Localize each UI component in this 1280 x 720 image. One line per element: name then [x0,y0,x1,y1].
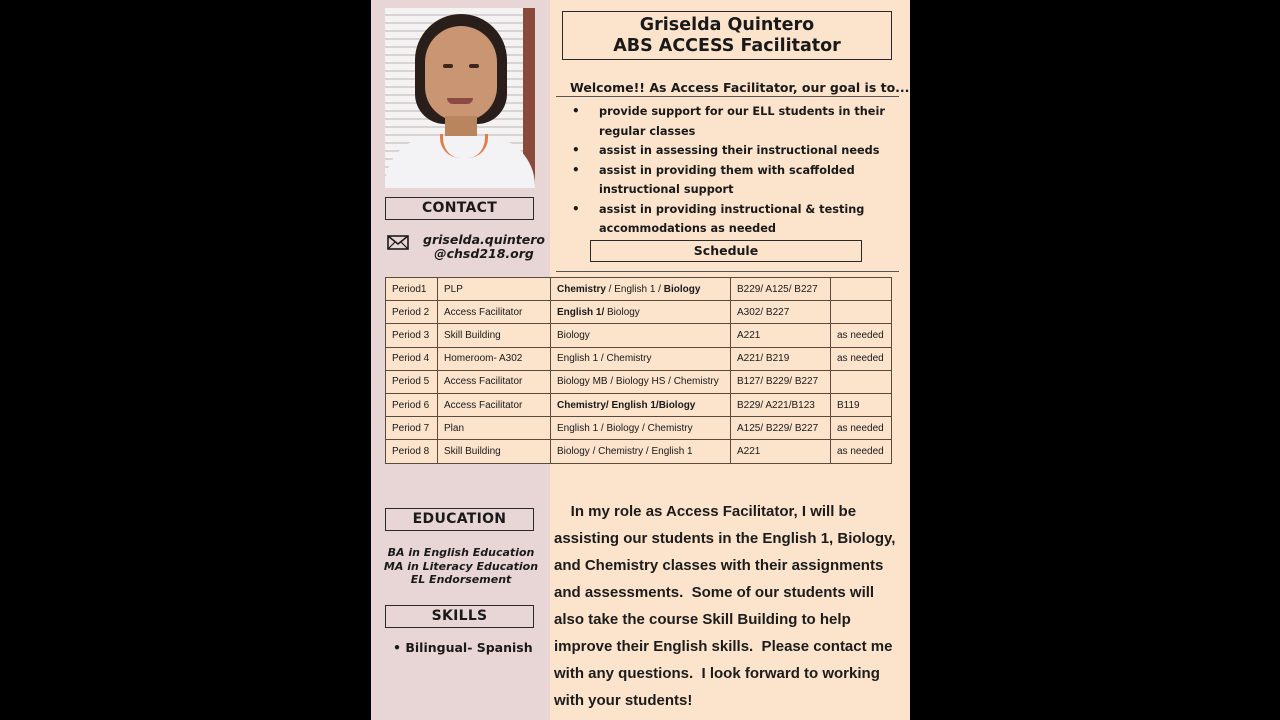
period-cell: Period1 [386,278,438,301]
note-cell [831,278,892,301]
rooms-cell: B127/ B229/ B227 [731,370,831,393]
goal-item: • assist in providing instructional & testing accommodations as needed [572,200,888,239]
note-cell: as needed [831,417,892,440]
person-role: ABS ACCESS Facilitator [613,36,841,56]
rooms-cell: A221/ B219 [731,347,831,370]
goals-list [572,102,888,239]
period-cell: Period 2 [386,301,438,324]
email-domain: @chsd218.org [434,246,534,261]
course-cell: Access Facilitator [438,301,551,324]
subject-text: English 1 / Biology / Chemistry [557,422,693,434]
period-cell: Period 4 [386,347,438,370]
subjects-cell [551,301,731,324]
course-cell: Skill Building [438,440,551,463]
education-list [381,546,541,587]
goal-item: • assist in assessing their instructional needs [572,141,888,161]
schedule-table [385,277,892,464]
description-paragraph: In my role as Access Facilitator, I will be assisting our students in the English 1, Biology, and Chemistry classes with their assignments and assessments. Some of our students will also take the course Skill Building to help improve their English skills. Please contact me with any questions. I look forward to working with your students! [554,503,896,709]
subjects-cell [551,278,731,301]
person-name: Griselda Quintero [639,15,815,35]
goal-item: • provide support for our ELL students in their regular classes [572,102,888,141]
rooms-cell: A302/ B227 [731,301,831,324]
education-item: BA in English Education [387,546,535,559]
rooms-cell: A125/ B229/ B227 [731,417,831,440]
email-link[interactable] [421,233,547,261]
schedule-row [386,440,892,463]
contact-heading: CONTACT [385,197,534,220]
skill-item: • Bilingual- Spanish [393,640,533,655]
profile-photo [385,8,535,188]
course-cell: PLP [438,278,551,301]
period-cell: Period 6 [386,393,438,416]
education-item: EL Endorsement [410,573,512,586]
note-cell [831,370,892,393]
contact-block [387,232,545,267]
course-cell: Plan [438,417,551,440]
schedule-heading: Schedule [590,240,862,262]
schedule-row [386,370,892,393]
subject-text: Chemistry [557,283,606,295]
course-cell: Skill Building [438,324,551,347]
facilitator-flyer [371,0,910,720]
rooms-cell: B229/ A125/ B227 [731,278,831,301]
divider [556,96,899,97]
mail-icon [387,235,409,250]
note-cell: B119 [831,393,892,416]
subject-text: Biology [604,306,640,318]
subjects-cell [551,393,731,416]
subject-text: Biology [557,329,590,341]
note-cell: as needed [831,440,892,463]
subject-text: / English 1 / [605,283,664,295]
subject-text: English 1 / Chemistry [557,353,652,365]
email-user: griselda.quintero [423,232,545,247]
subjects-cell [551,370,731,393]
subjects-cell [551,347,731,370]
note-cell: as needed [831,324,892,347]
period-cell: Period 5 [386,370,438,393]
skills-list [393,640,533,656]
period-cell: Period 7 [386,417,438,440]
rooms-cell: B229/ A221/B123 [731,393,831,416]
education-item: MA in Literacy Education [383,559,539,573]
note-cell [831,301,892,324]
divider [556,271,899,272]
rooms-cell: A221 [731,440,831,463]
subjects-cell [551,440,731,463]
course-cell: Access Facilitator [438,393,551,416]
schedule-row [386,324,892,347]
welcome-text: Welcome!! As Access Facilitator, our goal is to... [570,80,910,95]
schedule-row [386,417,892,440]
period-cell: Period 3 [386,324,438,347]
subject-text: Biology / Chemistry / English 1 [557,445,693,457]
schedule-row [386,393,892,416]
course-cell: Access Facilitator [438,370,551,393]
subject-text: Biology [663,283,701,295]
period-cell: Period 8 [386,440,438,463]
rooms-cell: A221 [731,324,831,347]
schedule-row [386,347,892,370]
title-box [562,11,892,60]
course-cell: Homeroom- A302 [438,347,551,370]
subjects-cell [551,324,731,347]
subjects-cell [551,417,731,440]
subject-text: English 1/ [557,306,605,318]
schedule-row [386,278,892,301]
skills-heading: SKILLS [385,605,534,628]
education-heading: EDUCATION [385,508,534,531]
subject-text: Chemistry/ English 1/Biology [557,399,696,411]
schedule-row [386,301,892,324]
subject-text: Biology MB / Biology HS / Chemistry [557,376,719,388]
goal-item: • assist in providing them with scaffolded instructional support [572,161,888,200]
note-cell: as needed [831,347,892,370]
